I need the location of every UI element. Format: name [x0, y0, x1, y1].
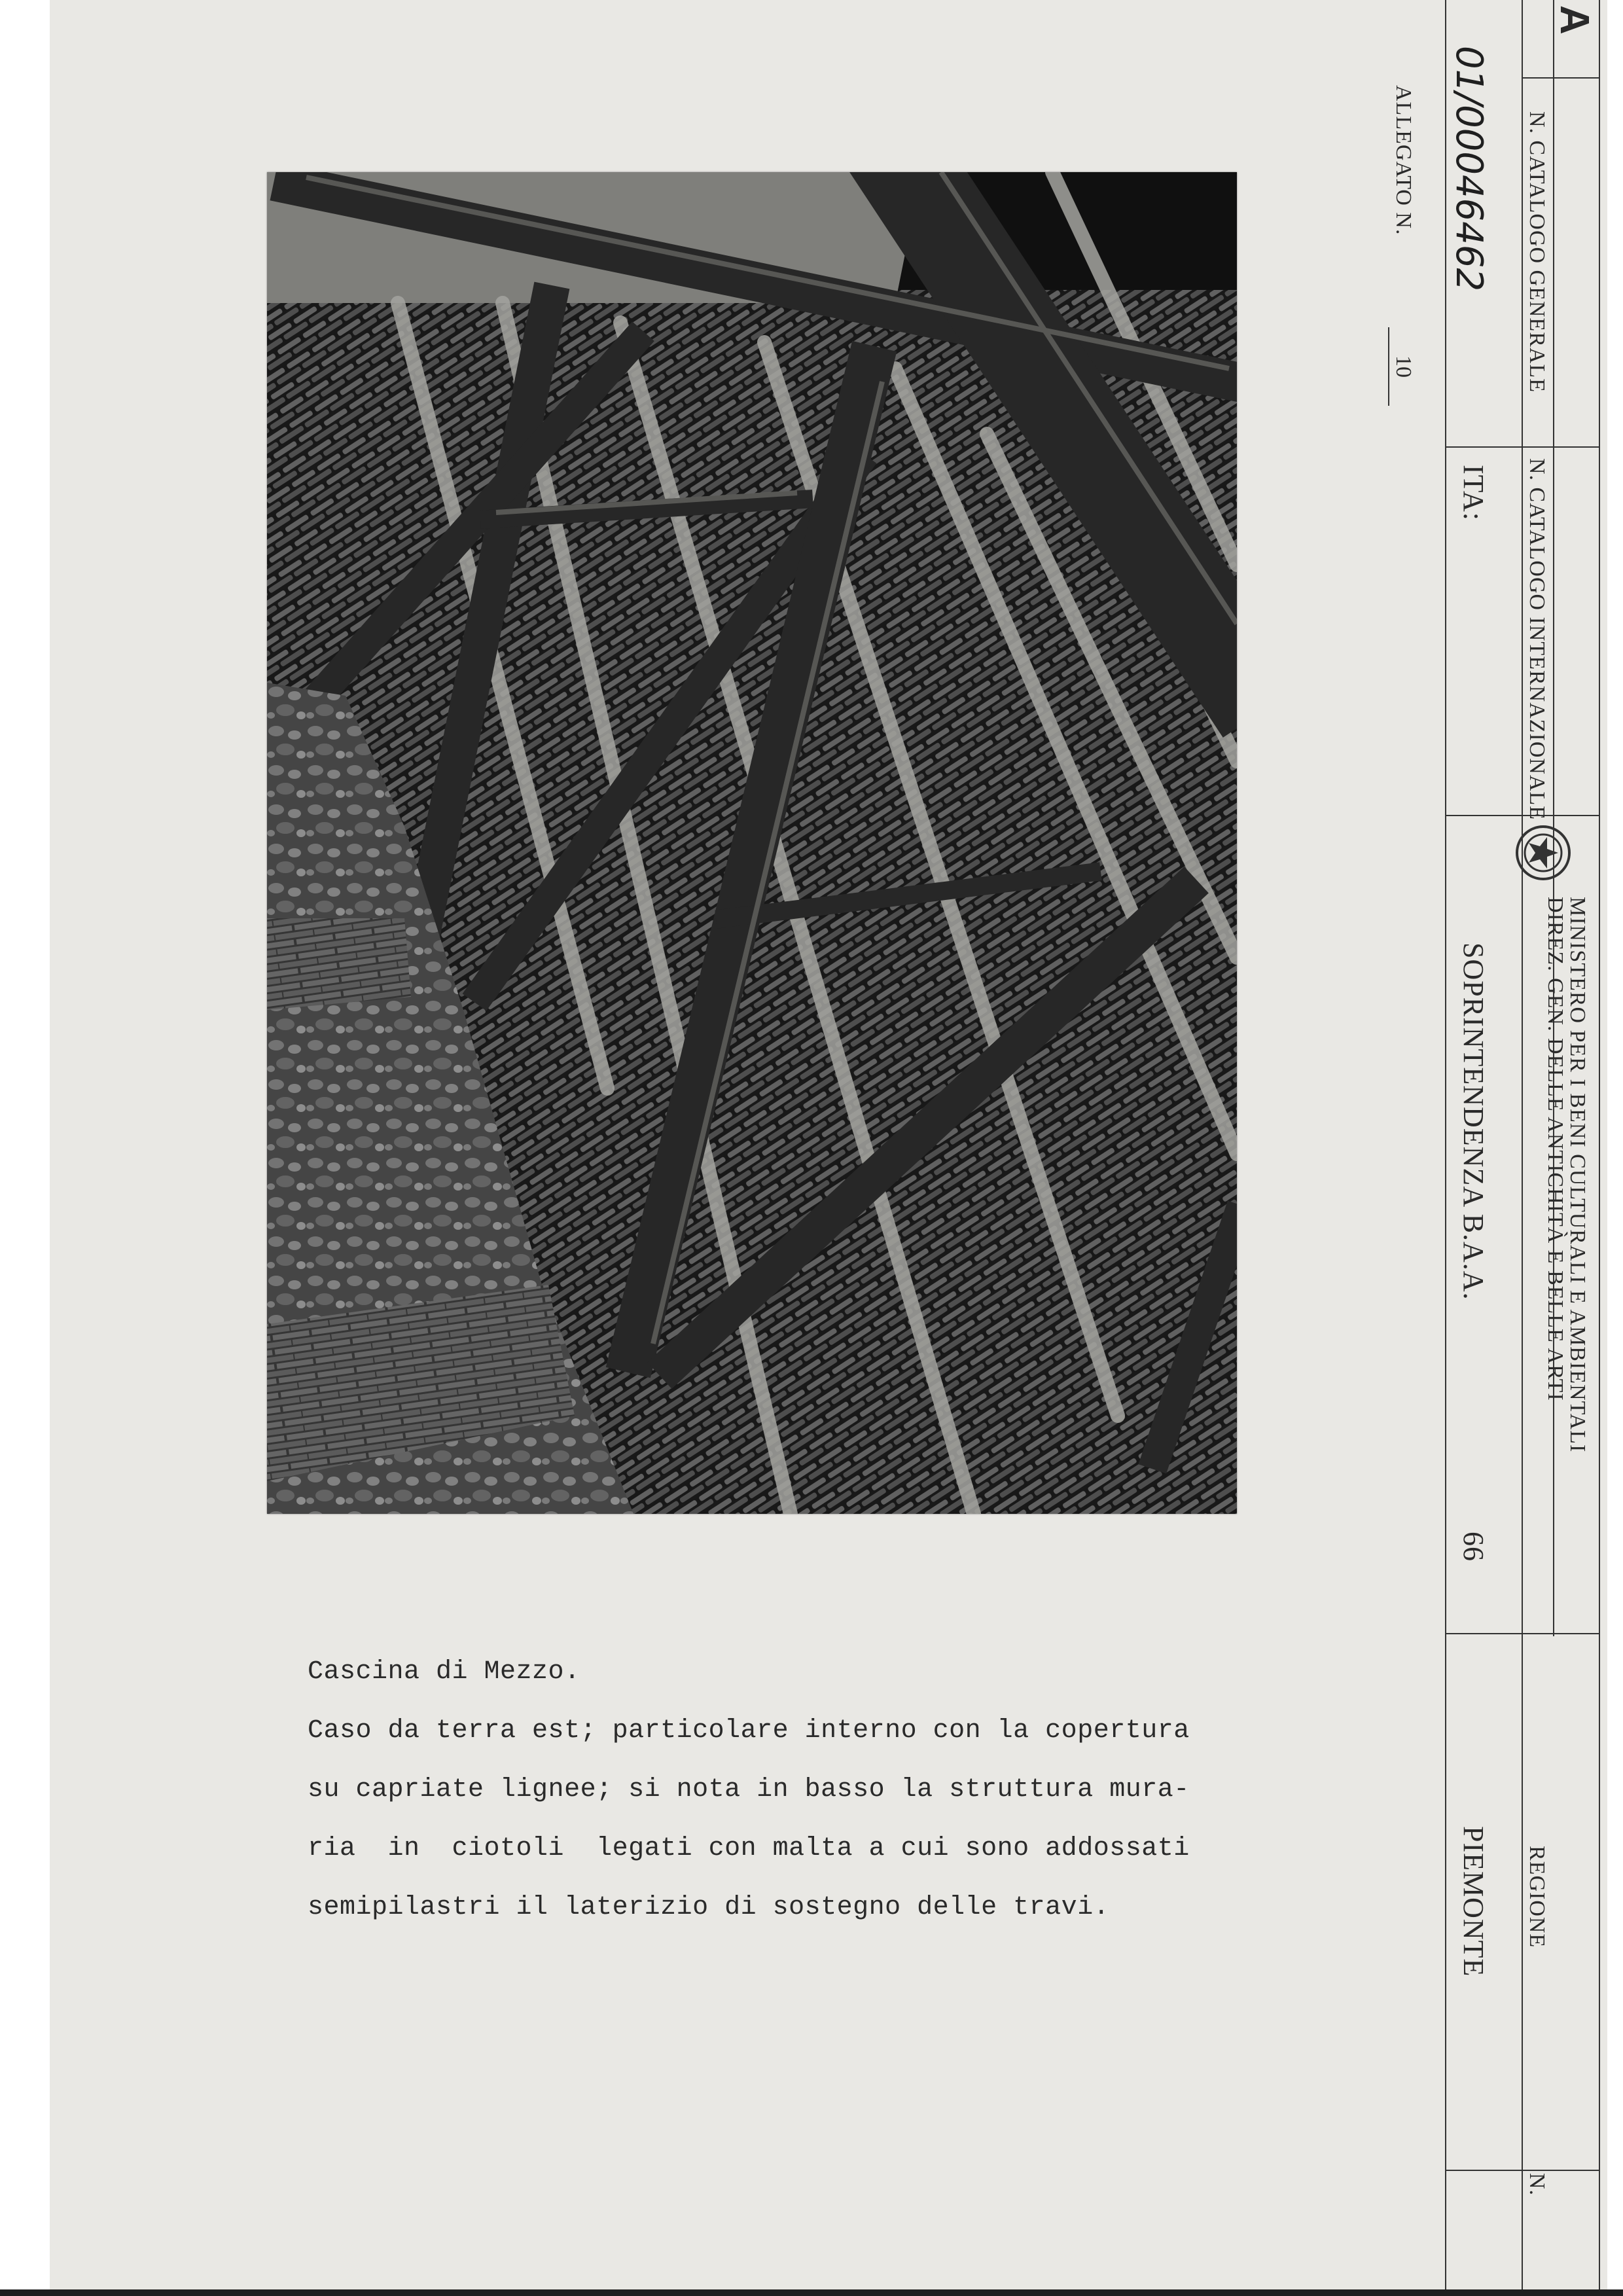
allegato-value: 10 — [1388, 327, 1416, 406]
catalogo-generale-label: N. CATALOGO GENERALE — [1525, 111, 1549, 393]
catalogo-internazionale-value: ITA: — [1457, 465, 1489, 522]
caption-line-2: Caso da terra est; particolare interno con la copertura — [308, 1716, 1190, 1746]
scan-edge-shadow — [0, 2289, 1623, 2296]
soprintendenza-number: 66 — [1457, 1532, 1489, 1562]
republic-emblem-icon — [1514, 823, 1573, 882]
catalogo-internazionale-label: N. CATALOGO INTERNAZIONALE — [1525, 458, 1549, 821]
allegato-label: ALLEGATO N. — [1391, 85, 1416, 236]
regione-value: PIEMONTE — [1457, 1826, 1489, 1977]
caption-line-5: semipilastri il laterizio di sostegno delle travi. — [308, 1893, 1110, 1922]
photo-caption — [308, 1643, 1237, 1937]
ministry-line-2: DIREZ. GEN. DELLE ANTICHITÀ E BELLE ARTI — [1543, 897, 1567, 1401]
caption-line-4: ria in ciotoli legati con malta a cui sono addossati — [308, 1834, 1190, 1863]
roof-structure-photo — [267, 172, 1237, 1514]
catalog-form-header — [1345, 0, 1600, 2296]
ministry-line-1: MINISTERO PER I BENI CULTURALI E AMBIENTALI — [1565, 897, 1590, 1453]
catalogo-generale-value: 01/00046462 — [1448, 46, 1490, 292]
ministry-heading — [1544, 897, 1588, 1452]
soprintendenza-label: SOPRINTENDENZA B.A.A. — [1457, 942, 1489, 1300]
caption-line-3: su capriate lignee; si nota in basso la struttura mura- — [308, 1775, 1190, 1804]
caption-line-1: Cascina di Mezzo. — [308, 1657, 580, 1687]
n-label: N. — [1525, 2173, 1549, 2197]
regione-label: REGIONE — [1525, 1846, 1549, 1948]
section-letter: A — [1552, 5, 1597, 35]
